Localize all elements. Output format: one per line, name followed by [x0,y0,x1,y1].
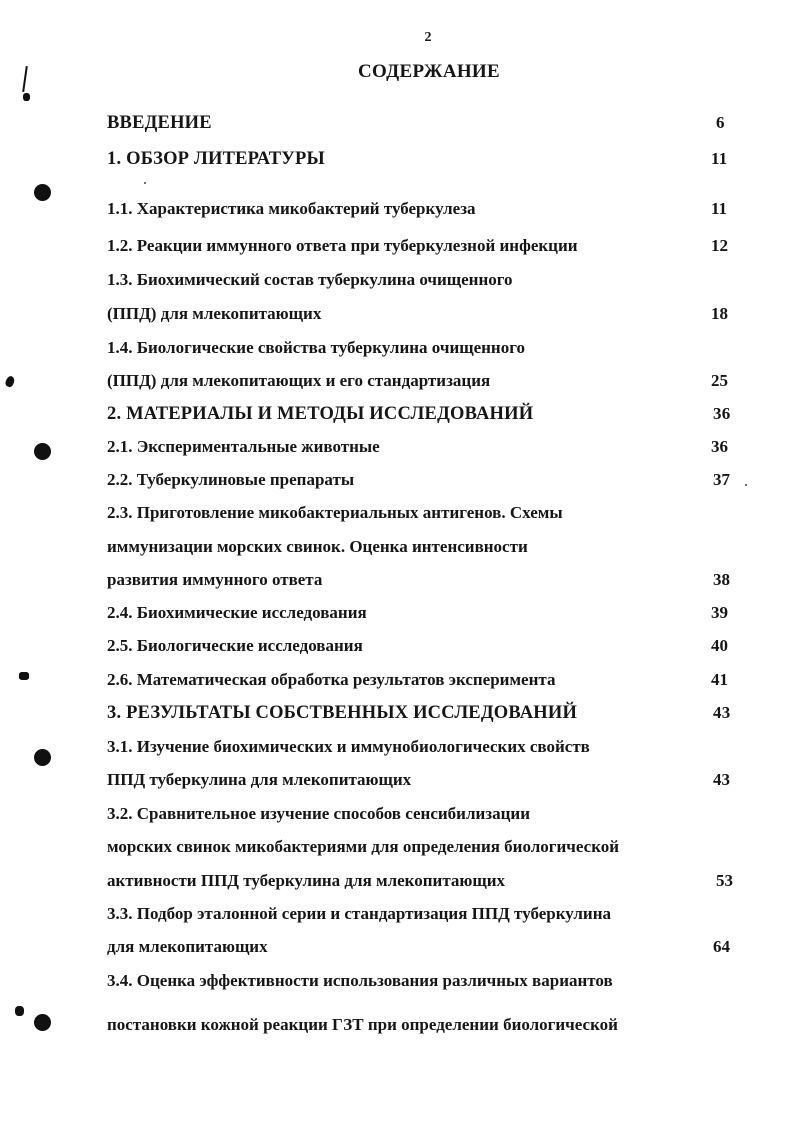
toc-line [107,303,738,325]
toc-page-number: 36 [713,404,731,423]
toc-page-number: 38 [713,570,730,589]
toc-entry-text: 1.3. Биохимический состав туберкулина очищенного [107,270,513,289]
toc-line [107,403,738,425]
toc-entry-text: 2.6. Математическая обработка результатов эксперимента [107,670,556,689]
toc-entry-text: развития иммунного ответа [107,570,323,589]
punch-hole [34,184,51,201]
toc-line [107,148,738,170]
toc-entry-text: 1.1. Характеристика микобактерий туберкулеза [107,199,476,218]
toc-line [107,769,738,791]
scan-mark [19,672,29,680]
toc-entry-text: 2. МАТЕРИАЛЫ И МЕТОДЫ ИССЛЕДОВАНИЙ [107,404,534,424]
toc-line [107,536,738,558]
punch-hole [34,443,51,460]
scan-dot [745,484,747,486]
toc-line [107,669,738,691]
toc-entry-text: для млекопитающих [107,937,268,956]
toc-page-number: 53 [716,871,733,890]
toc-page-number: 6 [716,113,725,132]
toc-page-number: 18 [711,304,728,323]
toc-entry-text: 2.2. Туберкулиновые препараты [107,470,355,489]
toc-line [107,702,738,724]
toc-page-number: 43 [713,703,731,722]
punch-hole [34,1014,51,1031]
toc-entry-text: 3.2. Сравнительное изучение способов сенсибилизации [107,804,530,823]
toc-page-number: 25 [711,371,728,390]
toc-entry-text: иммунизации морских свинок. Оценка интенсивности [107,537,528,556]
toc-entry-text: 3.4. Оценка эффективности использования различных вариантов [107,971,613,990]
toc-entry-text: постановки кожной реакции ГЗТ при определении биологической [107,1015,618,1034]
toc-line [107,1014,738,1036]
toc-page-number: 11 [711,199,728,218]
punch-hole [34,749,51,766]
toc-page-number: 36 [711,437,728,456]
toc-line [107,870,738,892]
toc-line [107,198,738,220]
toc-line [107,112,738,134]
toc-entry-text: 3. РЕЗУЛЬТАТЫ СОБСТВЕННЫХ ИССЛЕДОВАНИЙ [107,703,578,723]
toc-page-number: 11 [711,149,728,168]
toc-line [107,235,738,257]
scan-dot [144,182,146,184]
toc-entry-text: 2.4. Биохимические исследования [107,603,367,622]
toc-entry-text: 3.1. Изучение биохимических и иммунобиологических свойств [107,737,590,756]
toc-line [107,337,738,359]
toc-entry-text: морских свинок микобактериями для определения биологической [107,837,620,856]
toc-line [107,836,738,858]
toc-entry-text: 1.2. Реакции иммунного ответа при туберкулезной инфекции [107,236,578,255]
toc-line [107,502,738,524]
scan-mark [23,93,30,101]
toc-entry-text: 1. ОБЗОР ЛИТЕРАТУРЫ [107,149,325,169]
toc-page-number: 43 [713,770,730,789]
toc-entry-text: активности ППД туберкулина для млекопитающих [107,871,506,890]
toc-entry-text: (ППД) для млекопитающих и его стандартизация [107,371,491,390]
scan-mark [4,375,15,388]
toc-page-number: 12 [711,236,728,255]
toc-entry-text: 1.4. Биологические свойства туберкулина очищенного [107,338,526,357]
toc-line [107,903,738,925]
toc-entry-text: 3.3. Подбор эталонной серии и стандартизация ППД туберкулина [107,904,611,923]
page-number: 2 [424,30,432,45]
toc-entry-text: 2.1. Экспериментальные животные [107,437,380,456]
toc-line [107,269,738,291]
toc-page-number: 37 [713,470,730,489]
toc-line [107,970,738,992]
scan-mark [15,1006,24,1016]
toc-entry-text: 2.5. Биологические исследования [107,636,363,655]
toc-entry-text: ППД туберкулина для млекопитающих [107,770,412,789]
toc-page-number: 39 [711,603,728,622]
toc-line [107,370,738,392]
toc-line [107,602,738,624]
toc-page-number: 40 [711,636,728,655]
toc-page-number: 41 [711,670,728,689]
toc-line [107,803,738,825]
toc-line [107,936,738,958]
toc-page-number: 64 [713,937,730,956]
toc-line [107,469,738,491]
toc-title: СОДЕРЖАНИЕ [358,61,500,82]
toc-line [107,635,738,657]
toc-entry-text: (ППД) для млекопитающих [107,304,322,323]
toc-entry-text: 2.3. Приготовление микобактериальных антигенов. Схемы [107,503,563,522]
toc-line [107,569,738,591]
toc-line [107,436,738,458]
toc-entry-text: ВВЕДЕНИЕ [107,113,212,133]
toc-line [107,736,738,758]
